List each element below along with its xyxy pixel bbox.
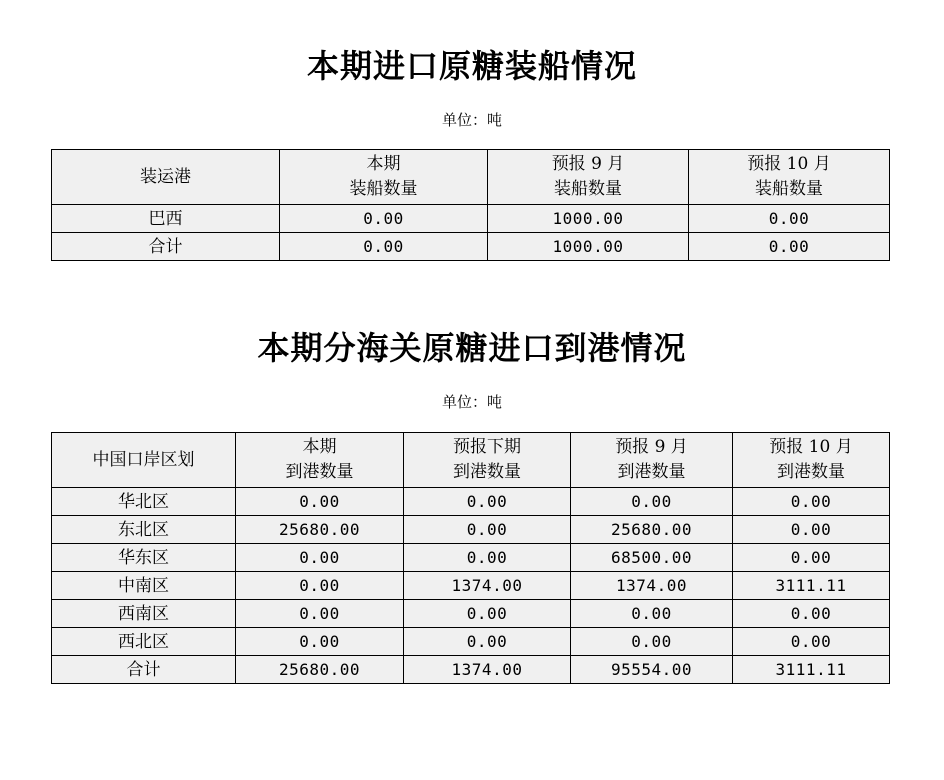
cell-value: 0.00 xyxy=(236,572,404,600)
row-label: 合计 xyxy=(52,656,236,684)
header-current-shipment: 本期 装船数量 xyxy=(280,150,488,205)
table-row xyxy=(52,544,890,572)
cell-value: 3111.11 xyxy=(733,656,890,684)
cell-value: 0.00 xyxy=(733,544,890,572)
arrival-title: 本期分海关原糖进口到港情况 xyxy=(257,329,687,367)
cell-value: 0.00 xyxy=(404,544,571,572)
cell-value: 0.00 xyxy=(571,600,733,628)
header-forecast-sep-shipment: 预报 9 月 装船数量 xyxy=(488,150,689,205)
cell-value: 0.00 xyxy=(571,488,733,516)
cell-value: 0.00 xyxy=(280,205,488,233)
header-current-arrival: 本期 到港数量 xyxy=(236,433,404,488)
row-label: 华北区 xyxy=(52,488,236,516)
cell-value: 0.00 xyxy=(404,628,571,656)
cell-value: 1000.00 xyxy=(488,205,689,233)
cell-value: 0.00 xyxy=(280,233,488,261)
table-header-row xyxy=(52,150,890,205)
header-region: 中国口岸区划 xyxy=(52,433,236,488)
row-label: 东北区 xyxy=(52,516,236,544)
cell-value: 0.00 xyxy=(404,488,571,516)
arrival-unit: 单位：吨 xyxy=(441,393,502,411)
cell-value: 1374.00 xyxy=(404,656,571,684)
cell-value: 0.00 xyxy=(733,488,890,516)
cell-value: 25680.00 xyxy=(236,516,404,544)
table-row xyxy=(52,516,890,544)
cell-value: 25680.00 xyxy=(236,656,404,684)
header-forecast-next-arrival: 预报下期 到港数量 xyxy=(404,433,571,488)
table-row xyxy=(52,572,890,600)
cell-value: 0.00 xyxy=(689,233,890,261)
table-row xyxy=(52,205,890,233)
cell-value: 68500.00 xyxy=(571,544,733,572)
cell-value: 0.00 xyxy=(733,628,890,656)
cell-value: 0.00 xyxy=(236,544,404,572)
table-row-total xyxy=(52,656,890,684)
cell-value: 0.00 xyxy=(236,600,404,628)
cell-value: 0.00 xyxy=(571,628,733,656)
header-forecast-sep-arrival: 预报 9 月 到港数量 xyxy=(571,433,733,488)
row-label: 西北区 xyxy=(52,628,236,656)
table-row-total xyxy=(52,233,890,261)
shipping-table xyxy=(51,149,890,261)
header-port: 装运港 xyxy=(52,150,280,205)
table-row xyxy=(52,628,890,656)
row-label: 合计 xyxy=(52,233,280,261)
arrival-table xyxy=(51,432,890,684)
cell-value: 0.00 xyxy=(733,600,890,628)
cell-value: 0.00 xyxy=(236,488,404,516)
cell-value: 0.00 xyxy=(236,628,404,656)
cell-value: 0.00 xyxy=(733,516,890,544)
header-forecast-oct-arrival: 预报 10 月 到港数量 xyxy=(733,433,890,488)
cell-value: 1000.00 xyxy=(488,233,689,261)
cell-value: 0.00 xyxy=(404,516,571,544)
table-row xyxy=(52,488,890,516)
cell-value: 1374.00 xyxy=(571,572,733,600)
header-forecast-oct-shipment: 预报 10 月 装船数量 xyxy=(689,150,890,205)
cell-value: 95554.00 xyxy=(571,656,733,684)
cell-value: 1374.00 xyxy=(404,572,571,600)
row-label: 巴西 xyxy=(52,205,280,233)
row-label: 华东区 xyxy=(52,544,236,572)
cell-value: 3111.11 xyxy=(733,572,890,600)
table-header-row xyxy=(52,433,890,488)
shipping-title: 本期进口原糖装船情况 xyxy=(306,47,637,85)
row-label: 西南区 xyxy=(52,600,236,628)
shipping-unit: 单位：吨 xyxy=(441,111,502,129)
cell-value: 25680.00 xyxy=(571,516,733,544)
cell-value: 0.00 xyxy=(689,205,890,233)
table-row xyxy=(52,600,890,628)
row-label: 中南区 xyxy=(52,572,236,600)
cell-value: 0.00 xyxy=(404,600,571,628)
